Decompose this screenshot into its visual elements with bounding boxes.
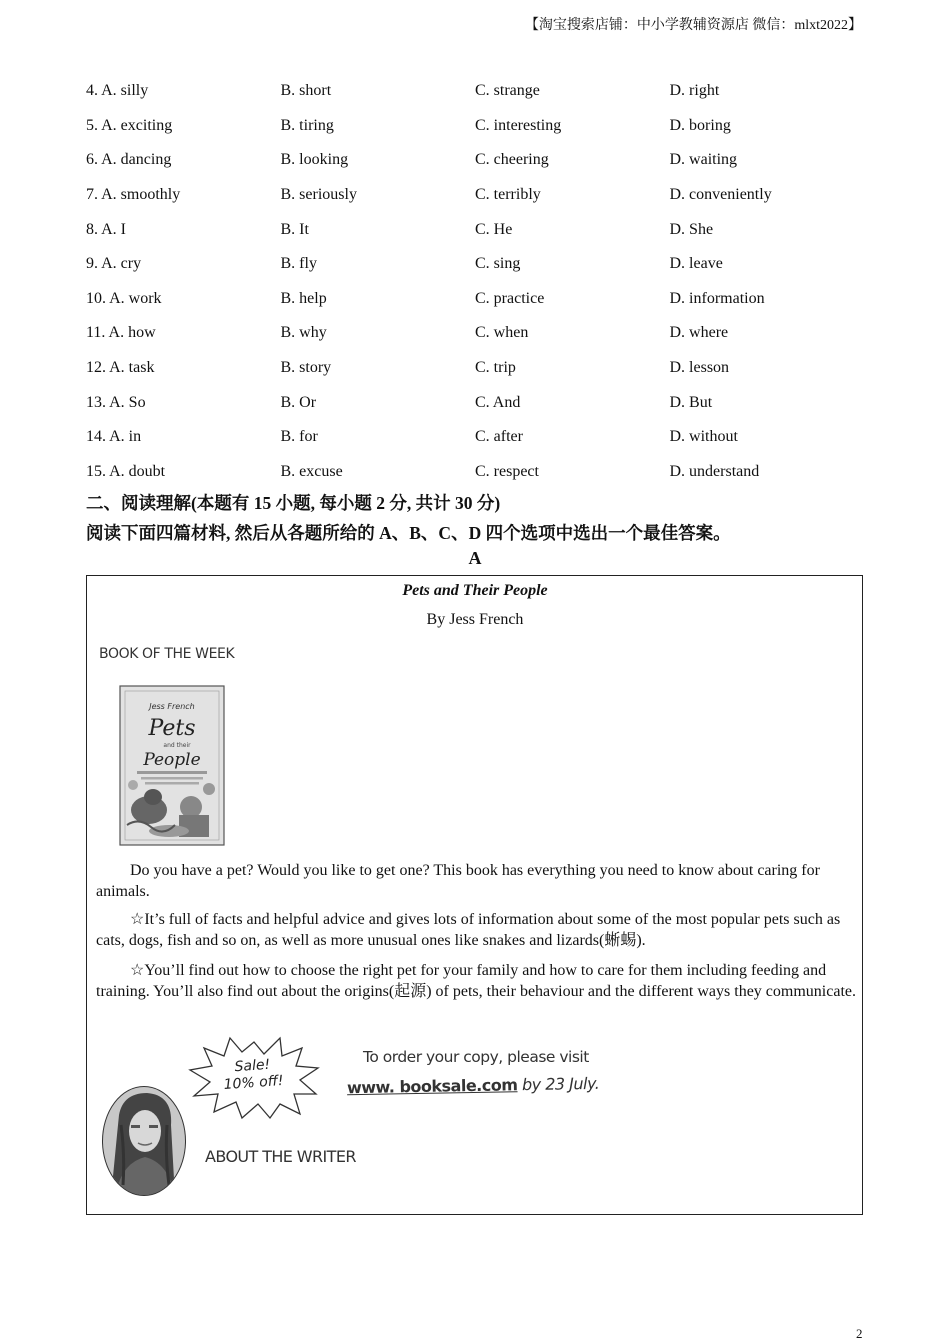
option-c: C. respect <box>475 462 539 480</box>
option-a: 6. A. dancing <box>86 151 172 169</box>
book-author: By Jess French <box>426 611 524 628</box>
cover-author: Jess French <box>149 702 195 711</box>
option-d: D. understand <box>669 462 760 480</box>
cover-subtitle: and their <box>163 742 191 749</box>
option-d: D. without <box>669 428 738 446</box>
option-a: 4. A. silly <box>86 82 149 100</box>
option-b: B. tiring <box>280 116 334 134</box>
option-a: 15. A. doubt <box>86 462 166 480</box>
writer-portrait <box>101 1085 187 1197</box>
page-header: 【淘宝搜索店铺：中小学教辅资源店 微信：mlxt2022】 <box>524 18 862 33</box>
passage-paragraph: Do you have a pet? Would you like to get one? This book has everything you need to know about caring for animals. <box>96 862 820 900</box>
option-b: B. help <box>280 289 327 307</box>
option-a: 8. A. I <box>86 220 126 238</box>
option-b: B. excuse <box>280 462 343 480</box>
option-row <box>86 247 866 282</box>
option-b: B. why <box>280 324 327 342</box>
order-url: www. booksale.com <box>346 1075 518 1098</box>
option-c: C. trip <box>475 359 516 377</box>
option-d: D. boring <box>669 116 731 134</box>
book-of-week-label: BOOK OF THE WEEK <box>99 646 235 662</box>
option-b: B. seriously <box>280 186 357 204</box>
option-b: B. short <box>280 82 332 100</box>
option-d: D. leave <box>669 255 723 273</box>
option-a: 12. A. task <box>86 359 155 377</box>
option-d: D. right <box>669 82 720 100</box>
option-b: B. for <box>280 428 318 446</box>
option-b: B. looking <box>280 151 349 169</box>
option-b: B. fly <box>280 255 317 273</box>
option-c: C. sing <box>475 255 521 273</box>
option-c: C. strange <box>475 82 540 100</box>
option-c: C. And <box>475 393 521 411</box>
option-c: C. cheering <box>475 151 549 169</box>
option-c: C. terribly <box>475 186 541 204</box>
option-row <box>86 74 866 109</box>
option-a: 10. A. work <box>86 289 162 307</box>
option-row <box>86 316 866 351</box>
section-title: 二、阅读理解(本题有 15 小题, 每小题 2 分, 共计 30 分) <box>86 493 501 513</box>
option-row <box>86 212 866 247</box>
option-c: C. when <box>475 324 529 342</box>
option-d: D. conveniently <box>669 186 772 204</box>
option-c: C. He <box>475 220 513 238</box>
passage-label: A <box>468 548 482 568</box>
option-row <box>86 351 866 386</box>
option-a: 11. A. how <box>86 324 156 342</box>
option-d: D. But <box>669 393 713 411</box>
option-b: B. story <box>280 359 332 377</box>
option-row <box>86 178 866 213</box>
option-a: 14. A. in <box>86 428 142 446</box>
page-number: 2 <box>856 1326 863 1341</box>
cover-title: Pets <box>148 716 196 741</box>
option-row <box>86 282 866 317</box>
book-cover-image <box>119 685 225 846</box>
option-row <box>86 143 866 178</box>
option-a: 13. A. So <box>86 393 146 411</box>
passage-paragraph: ☆It’s full of facts and helpful advice and gives lots of information about some of the most popular pets such as cats, dogs, fish and so on, as well as more unusual ones like snakes and lizards(蜥蜴). <box>96 911 841 949</box>
option-a: 9. A. cry <box>86 255 142 273</box>
option-d: D. where <box>669 324 729 342</box>
passage-paragraph: ☆You’ll find out how to choose the right pet for your family and how to care for them including feeding and training. You’ll also find out about the origins(起源) of pets, their behaviour and the different ways they communicate. <box>96 962 856 1000</box>
sale-badge <box>217 1056 289 1095</box>
option-d: D. She <box>669 220 714 238</box>
option-row <box>86 455 866 490</box>
option-c: C. interesting <box>475 116 562 134</box>
option-row <box>86 109 866 144</box>
option-c: C. after <box>475 428 523 446</box>
option-b: B. It <box>280 220 309 238</box>
option-d: D. waiting <box>669 151 738 169</box>
option-b: B. Or <box>280 393 317 411</box>
option-row <box>86 385 866 420</box>
answer-options <box>86 74 866 489</box>
order-instruction: To order your copy, please visit <box>363 1048 589 1066</box>
option-a: 7. A. smoothly <box>86 186 181 204</box>
sale-line-1: Sale! <box>234 1056 271 1076</box>
option-a: 5. A. exciting <box>86 116 173 134</box>
option-d: D. information <box>669 289 765 307</box>
section-instruction: 阅读下面四篇材料, 然后从各题所给的 A、B、C、D 四个选项中选出一个最佳答案。 <box>86 523 731 543</box>
sale-line-2: 10% off! <box>223 1072 284 1094</box>
cover-title-2: People <box>143 750 201 770</box>
option-d: D. lesson <box>669 359 730 377</box>
book-title: Pets and Their People <box>402 582 548 599</box>
option-c: C. practice <box>475 289 545 307</box>
order-deadline: by 23 July. <box>517 1073 600 1095</box>
option-row <box>86 420 866 455</box>
about-writer-label: ABOUT THE WRITER <box>205 1147 356 1166</box>
